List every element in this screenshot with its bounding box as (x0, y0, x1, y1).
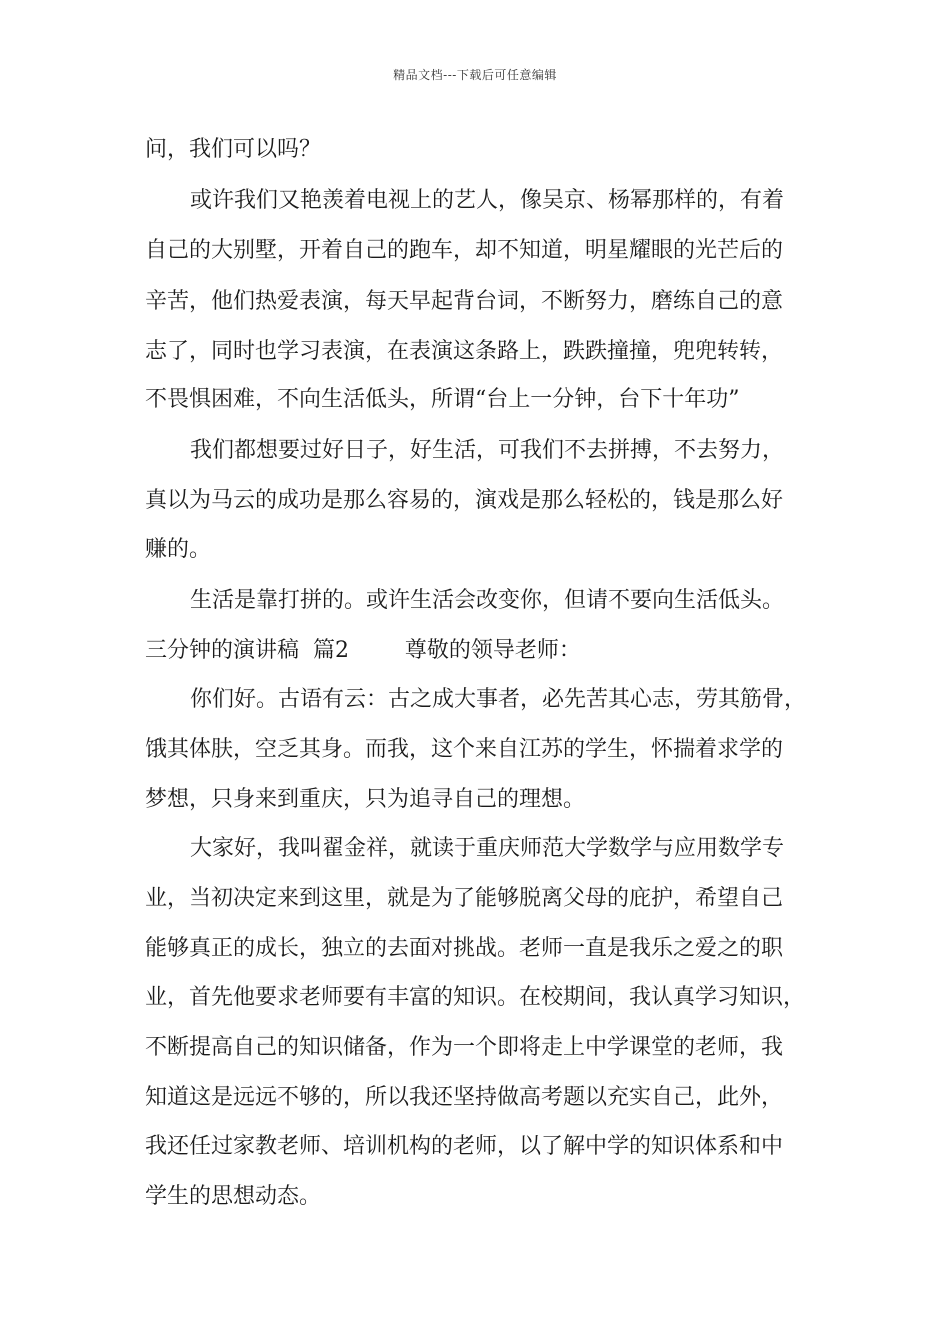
text-line: 或许我们又艳羡着电视上的艺人，像吴京、杨幂那样的，有着 (190, 188, 785, 213)
text-line: 业，首先他要求老师要有丰富的知识。在校期间，我认真学习知识， (145, 985, 806, 1010)
text-line: 我们都想要过好日子，好生活，可我们不去拼搏，不去努力， (190, 438, 785, 463)
text-line: 大家好，我叫翟金祥，就读于重庆师范大学数学与应用数学专 (190, 836, 785, 861)
text-line: 赚的。 (145, 537, 212, 562)
text-line: 业，当初决定来到这里，就是为了能够脱离父母的庇护，希望自己 (145, 886, 784, 911)
text-line: 问，我们可以吗？ (145, 137, 322, 162)
text-line: 梦想，只身来到重庆，只为追寻自己的理想。 (145, 787, 586, 812)
text-line: 志了，同时也学习表演，在表演这条路上，跌跌撞撞，兜兜转转， (145, 339, 784, 364)
text-line: 不畏惧困难，不向生活低头，所谓“台上一分钟，台下十年功” (145, 387, 740, 412)
text-line: 自己的大别墅，开着自己的跑车，却不知道，明星耀眼的光芒后的 (145, 238, 784, 263)
text-line: 生活是靠打拼的。或许生活会改变你，但请不要向生活低头。 (190, 588, 785, 613)
text-line: 饿其体肤，空乏其身。而我，这个来自江苏的学生，怀揣着求学的 (145, 737, 784, 762)
page-header: 精品文档---下载后可任意编辑 (393, 68, 557, 82)
text-line: 能够真正的成长，独立的去面对挑战。老师一直是我乐之爱之的职 (145, 936, 784, 961)
section-heading-line: 三分钟的演讲稿 篇2 尊敬的领导老师： (145, 638, 581, 663)
text-line: 不断提高自己的知识储备，作为一个即将走上中学课堂的老师，我 (145, 1035, 784, 1060)
text-line: 真以为马云的成功是那么容易的，演戏是那么轻松的，钱是那么好 (145, 488, 784, 513)
text-line: 辛苦，他们热爱表演，每天早起背台词，不断努力，磨练自己的意 (145, 289, 784, 314)
text-line: 知道这是远远不够的，所以我还坚持做高考题以充实自己，此外， (145, 1085, 784, 1110)
text-line: 学生的思想动态。 (145, 1184, 322, 1209)
text-line: 你们好。古语有云：古之成大事者，必先苦其心志，劳其筋骨， (190, 687, 807, 712)
text-line: 我还任过家教老师、培训机构的老师，以了解中学的知识体系和中 (145, 1134, 784, 1159)
